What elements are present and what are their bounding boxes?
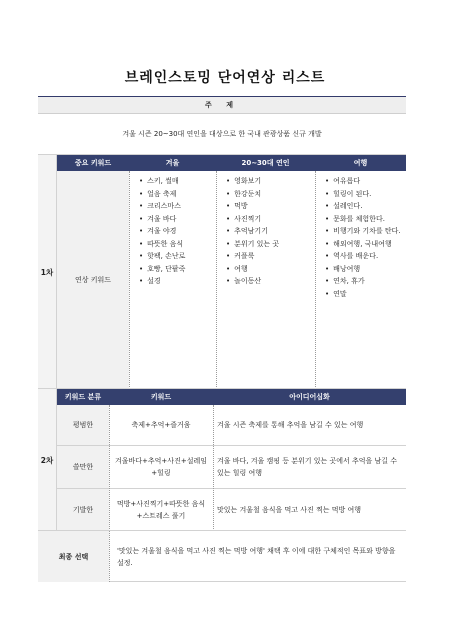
final-section <box>38 530 406 582</box>
topic-header <box>38 96 406 114</box>
stage2-label: 2차 <box>38 389 57 531</box>
keyword-item: • 호빵, 단팥죽 <box>139 263 215 276</box>
keyword-item: • 연말 <box>325 288 406 301</box>
stage1-header-travel: 여행 <box>315 155 406 171</box>
topic-label: 주 제 <box>205 101 239 109</box>
final-text: '맛있는 겨울철 음식을 먹고 사진 찍는 먹방 여행' 채택 후 이에 대한 구체적인 목표와 방향을 설정. <box>117 546 396 567</box>
keyword-item: • 커플룩 <box>226 250 314 263</box>
stage1-section <box>38 154 406 388</box>
column-divider <box>129 171 130 389</box>
idea-cell: 겨울 시즌 축제를 통해 추억을 남길 수 있는 여행 <box>217 421 364 429</box>
stage2-header-category: 키워드 분류 <box>57 389 109 405</box>
stage1-label: 1차 <box>38 155 57 389</box>
keyword-item: • 스키, 썰매 <box>139 175 215 188</box>
keyword-column-couple <box>218 171 314 389</box>
keyword-column-travel <box>317 171 406 389</box>
keyword-item: • 여행 <box>226 263 314 276</box>
stage2-section <box>38 388 406 530</box>
keyword-item: • 배낭여행 <box>325 263 406 276</box>
keyword-item: • 설레인다. <box>325 200 406 213</box>
category-cell: 기발한 <box>57 488 109 531</box>
stage1-row-label: 연상 키워드 <box>57 171 129 389</box>
keyword-item: • 문화를 체험한다. <box>325 213 406 226</box>
keyword-item: • 힐링이 된다. <box>325 188 406 201</box>
idea-cell: 겨울 바다, 겨울 캠핑 등 분위기 있는 곳에서 추억을 남길 수 있는 힐링 여행 <box>217 456 398 477</box>
stage1-header-key: 중요 키워드 <box>57 155 129 171</box>
keyword-item: • 크리스마스 <box>139 200 215 213</box>
keyword-item: • 놀이동산 <box>226 275 314 288</box>
keyword-item: • 겨울 바다 <box>139 213 215 226</box>
keyword-item: • 분위기 있는 곳 <box>226 238 314 251</box>
keyword-item: • 사진찍기 <box>226 213 314 226</box>
keyword-item: • 얼음 축제 <box>139 188 215 201</box>
category-cell: 쓸만한 <box>57 445 109 488</box>
keyword-item: • 한강둔치 <box>226 188 314 201</box>
keyword-item: • 역사를 배운다. <box>325 250 406 263</box>
keyword-item: • 핫팩, 손난로 <box>139 250 215 263</box>
keyword-item: • 따뜻한 음식 <box>139 238 215 251</box>
keyword-cell: 먹방+사진찍기+따뜻한 음식+스트레스 풀기 <box>116 499 206 520</box>
final-label: 최종 선택 <box>38 531 109 582</box>
document-title: 브레인스토밍 단어연상 리스트 <box>124 70 326 86</box>
keyword-item: • 비행기와 기차를 탄다. <box>325 225 406 238</box>
keyword-item: • 영화보기 <box>226 175 314 188</box>
column-divider <box>109 405 110 531</box>
stage2-header-idea: 아이디어심화 <box>213 389 406 405</box>
stage1-header-couple: 20~30대 연인 <box>216 155 315 171</box>
keyword-item: • 연차, 휴가 <box>325 275 406 288</box>
column-divider <box>315 171 316 389</box>
category-cell: 평범한 <box>57 405 109 445</box>
column-divider <box>109 531 110 582</box>
column-divider <box>213 405 214 531</box>
stage1-header-winter: 겨울 <box>129 155 216 171</box>
topic-body <box>38 114 406 154</box>
column-divider <box>216 171 217 389</box>
keyword-item: • 해외여행, 국내여행 <box>325 238 406 251</box>
keyword-item: • 겨울 야경 <box>139 225 215 238</box>
keyword-item: • 먹방 <box>226 200 314 213</box>
keyword-item: • 추억남기기 <box>226 225 314 238</box>
keyword-item: • 설경 <box>139 275 215 288</box>
stage2-header-keyword: 키워드 <box>109 389 213 405</box>
keyword-item: • 여유롭다 <box>325 175 406 188</box>
topic-text: 겨울 시즌 20~30대 연인을 대상으로 한 국내 관광상품 신규 개발 <box>122 130 322 138</box>
keyword-cell: 축제+추억+즐거움 <box>131 421 191 429</box>
keyword-cell: 겨울바다+추억+사진+설레임+힐링 <box>115 456 207 477</box>
keyword-column-winter <box>131 171 215 389</box>
idea-cell: 맛있는 겨울철 음식을 먹고 사진 찍는 먹방 여행 <box>217 505 362 514</box>
